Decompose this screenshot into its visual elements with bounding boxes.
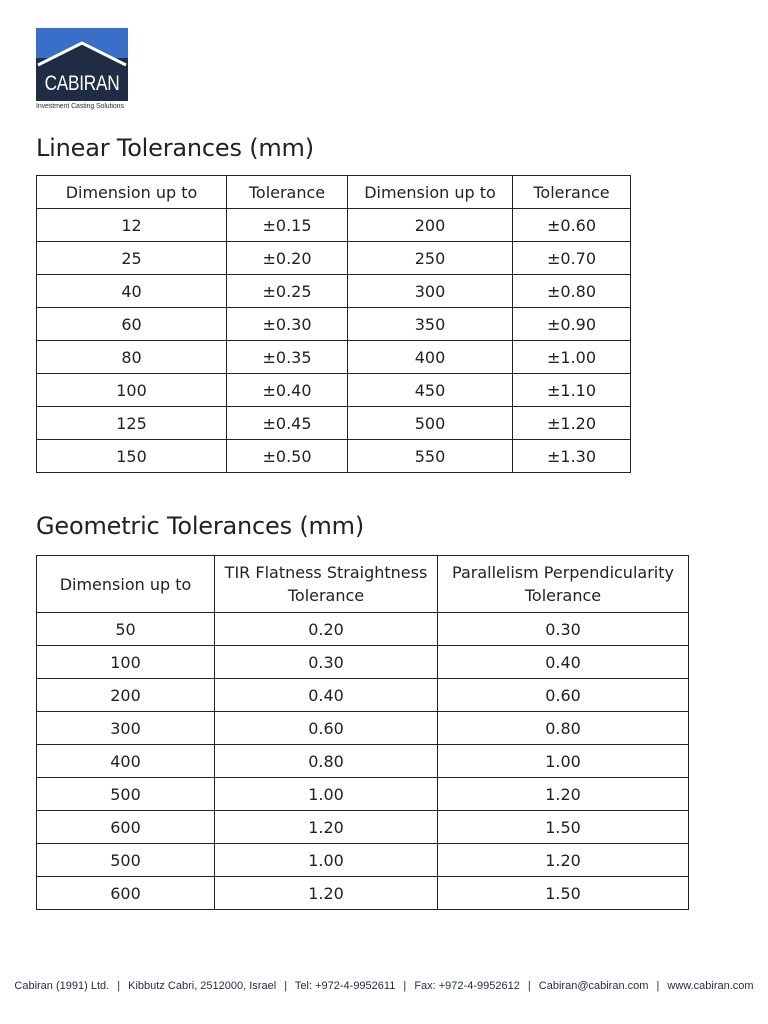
table-cell: 1.00 — [215, 778, 438, 811]
geometric-tolerances-table — [36, 555, 689, 910]
table-row — [37, 613, 689, 646]
table-cell: ±1.30 — [513, 440, 631, 473]
logo-tagline: Investment Casting Solutions — [36, 103, 124, 110]
logo-name: CABIRAN — [44, 72, 120, 95]
table-cell: 450 — [348, 374, 513, 407]
table-cell: 1.00 — [215, 844, 438, 877]
table-cell: 12 — [37, 209, 227, 242]
table-cell: 500 — [37, 778, 215, 811]
table-cell: 0.30 — [438, 613, 689, 646]
table-cell: 400 — [37, 745, 215, 778]
table-cell: 125 — [37, 407, 227, 440]
table-cell: 40 — [37, 275, 227, 308]
table-cell: 200 — [348, 209, 513, 242]
logo-mark — [36, 28, 128, 101]
table-cell: 1.20 — [438, 778, 689, 811]
table-header-row — [37, 176, 631, 209]
table-row — [37, 778, 689, 811]
company-logo — [36, 28, 128, 110]
linear-tolerances-table — [36, 175, 631, 473]
table-cell: 200 — [37, 679, 215, 712]
geometric-tolerances-title: Geometric Tolerances (mm) — [36, 512, 365, 540]
column-header: Dimension up to — [37, 176, 227, 209]
footer-fax: Fax: +972-4-9952612 — [414, 980, 520, 992]
footer-separator: | — [403, 980, 407, 992]
table-row — [37, 209, 631, 242]
table-cell: 100 — [37, 374, 227, 407]
table-cell: 400 — [348, 341, 513, 374]
table-row — [37, 679, 689, 712]
column-header-line: Dimension up to — [59, 574, 192, 594]
linear-tolerances-title: Linear Tolerances (mm) — [36, 134, 314, 162]
page-footer — [0, 980, 768, 992]
table-cell: ±0.60 — [513, 209, 631, 242]
table-row — [37, 341, 631, 374]
table-cell: ±0.80 — [513, 275, 631, 308]
table-cell: 0.60 — [438, 679, 689, 712]
table-cell: 600 — [37, 811, 215, 844]
table-cell: ±0.35 — [227, 341, 348, 374]
table-cell: ±1.10 — [513, 374, 631, 407]
column-header-line: TIR Flatness Straightness — [224, 563, 428, 582]
table-cell: 0.40 — [215, 679, 438, 712]
footer-separator: | — [117, 980, 121, 992]
table-row — [37, 646, 689, 679]
footer-tel: Tel: +972-4-9952611 — [294, 980, 396, 992]
table-row — [37, 242, 631, 275]
column-header: Tolerance — [513, 176, 631, 209]
table-cell: 0.40 — [438, 646, 689, 679]
table-cell: 60 — [37, 308, 227, 341]
table-cell: 500 — [37, 844, 215, 877]
column-header: Dimension up to — [348, 176, 513, 209]
table-row — [37, 877, 689, 910]
table-cell: 25 — [37, 242, 227, 275]
table-cell: ±0.50 — [227, 440, 348, 473]
table-cell: ±0.45 — [227, 407, 348, 440]
table-cell: 300 — [348, 275, 513, 308]
column-header — [438, 556, 689, 613]
table-cell: ±0.70 — [513, 242, 631, 275]
footer-separator: | — [656, 980, 660, 992]
footer-address: Kibbutz Cabri, 2512000, Israel — [128, 980, 277, 992]
column-header-line: Tolerance — [524, 586, 602, 605]
table-cell: 300 — [37, 712, 215, 745]
table-cell: 600 — [37, 877, 215, 910]
table-row — [37, 712, 689, 745]
footer-company: Cabiran (1991) Ltd. — [14, 980, 110, 992]
table-row — [37, 844, 689, 877]
table-header-row — [37, 556, 689, 613]
table-cell: 350 — [348, 308, 513, 341]
table-row — [37, 745, 689, 778]
column-header — [215, 556, 438, 613]
footer-email-link[interactable]: Cabiran@cabiran.com — [538, 980, 649, 992]
table-cell: 500 — [348, 407, 513, 440]
table-row — [37, 275, 631, 308]
table-cell: 250 — [348, 242, 513, 275]
table-cell: ±0.25 — [227, 275, 348, 308]
table-row — [37, 811, 689, 844]
table-cell: 1.20 — [215, 811, 438, 844]
table-cell: 1.50 — [438, 877, 689, 910]
table-row — [37, 308, 631, 341]
table-row — [37, 374, 631, 407]
table-cell: ±1.20 — [513, 407, 631, 440]
table-cell: ±0.30 — [227, 308, 348, 341]
table-cell: 0.30 — [215, 646, 438, 679]
table-row — [37, 440, 631, 473]
table-cell: 1.50 — [438, 811, 689, 844]
table-cell: ±0.20 — [227, 242, 348, 275]
table-cell: 80 — [37, 341, 227, 374]
table-cell: 50 — [37, 613, 215, 646]
table-cell: ±0.90 — [513, 308, 631, 341]
table-cell: ±1.00 — [513, 341, 631, 374]
table-cell: ±0.15 — [227, 209, 348, 242]
table-cell: 100 — [37, 646, 215, 679]
table-cell: 0.60 — [215, 712, 438, 745]
table-cell: 150 — [37, 440, 227, 473]
footer-separator: | — [527, 980, 531, 992]
column-header — [37, 556, 215, 613]
footer-website-link[interactable]: www.cabiran.com — [667, 980, 754, 992]
table-cell: 550 — [348, 440, 513, 473]
table-cell: 1.00 — [438, 745, 689, 778]
table-row — [37, 407, 631, 440]
table-cell: 1.20 — [215, 877, 438, 910]
table-cell: 1.20 — [438, 844, 689, 877]
table-cell: 0.20 — [215, 613, 438, 646]
footer-separator: | — [284, 980, 288, 992]
column-header-line: Parallelism Perpendicularity — [452, 563, 674, 582]
table-cell: 0.80 — [215, 745, 438, 778]
table-cell: ±0.40 — [227, 374, 348, 407]
column-header-line: Tolerance — [287, 586, 365, 605]
table-cell: 0.80 — [438, 712, 689, 745]
column-header: Tolerance — [227, 176, 348, 209]
